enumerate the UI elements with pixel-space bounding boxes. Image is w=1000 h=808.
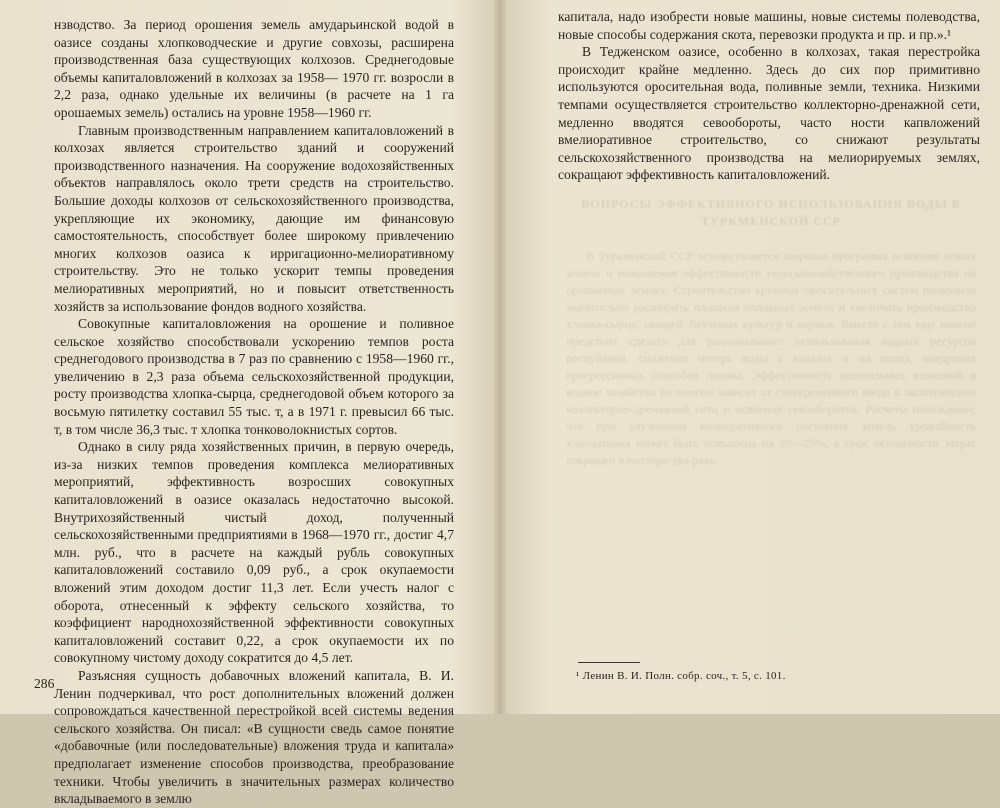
left-page-text bbox=[54, 16, 454, 808]
paragraph: Однако в силу ряда хозяйственных причин, в первую очередь, из-за низких темпов проведения комплекса мелиоративных мероприятий, эффективность возросших совокупных капиталовложений в оазисе оказалась недостаточно высокой. Внутрихозяйственный чистый доход, полученный сельскохозяйственными предприятиями в 1968—1970 гг., достиг 4,7 млн. руб., что в расчете на каждый рубль совокупных капиталовложений составило 0,09 руб., а срок окупаемости вложений этим доходом достиг 11,3 лет. Если учесть налог с оборота, отнесенный к эффекту сельского хозяйства, то коэффициент народнохозяйственной эффективности совокупных капиталовложений составит 0,22, а срок окупаемости их по совокупному чистому доходу сократится до 4,5 лет. bbox=[54, 439, 454, 666]
paragraph: Главным производственным направлением капиталовложений в колхозах является строительство зданий и сооружений производственного назначения. На сооружение водохозяйственных объектов направлялось около трети средств на строительство. Большие доходы колхозов от сельскохозяйственного производства, укрепляющие их экономику, дающие им финансовую самостоятельность, способствует более широкому привлечению многих колхозов оазиса к ирригационно-мелиоративному строительству. Это не только ускорит темпы проведения мелиоративных мероприятий, но и повысит ответственность хозяйств за использование фондов водного хозяйства. bbox=[54, 122, 454, 314]
paragraph: нзводство. За период орошения земель амударьинской водой в оазисе созданы хлопководческие и другие совхозы, расширена производственная база существующих колхозов. Среднегодовые объемы капиталовложений в колхозах за 1958— 1970 гг. возросли в 2,2 раза, однако удельные их величины (в расчете на 1 га орошаемых земель) остались на уровне 1958—1960 гг. bbox=[54, 17, 454, 120]
paragraph: Совокупные капиталовложения на орошение и поливное сельское хозяйство способствовали ускорению темпов роста среднегодового производства в 7 раз по сравнению с 1958—1960 гг., увеличению в 2,3 раза объема сельскохозяйственной продукции, росту производства хлопка-сырца, среднегодовой объем которого за восьмую пятилетку составил 55 тыс. т, а в 1971 г. превысил 66 тыс. т, в том числе 36,3 тыс. т хлопка тонковолокнистых сортов. bbox=[54, 316, 454, 437]
book-gutter bbox=[494, 0, 506, 714]
right-page bbox=[506, 0, 1000, 714]
bleed-through-heading: ВОПРОСЫ ЭФФЕКТИВНОГО ИСПОЛЬЗОВАНИЯ ВОДЫ В ТУРКМЕНСКОЙ ССР bbox=[581, 197, 961, 228]
left-page bbox=[0, 0, 494, 807]
footnote: ¹ Ленин В. И. Полн. собр. соч., т. 5, с. 101. bbox=[576, 670, 786, 682]
bleed-through-paragraph: В Туркменской ССР осуществляется широкая программа освоения новых земель и повышения эффективности сельскохозяйственного производства на орошаемых землях. Строительство крупных оросительных систем позволило значительно расширить площади поливных земель и увеличить производство хлопка-сырца, овощей, бахчевых культур и кормов. Вместе с тем еще многое предстоит сделать для рационального использования водных ресурсов республики, снижения потерь воды в каналах и на полях, внедрения прогрессивных способов полива. Эффективность капитальных вложений в водное хозяйство во многом зависит от своевременного ввода в эксплуатацию коллекторно-дренажной сети и освоения севооборотов. Расчеты показывают, что при улучшении мелиоративного состояния земель урожайность хлопчатника может быть повышена на 20—25%, а срок окупаемости затрат сокращен в полтора-два раза. bbox=[566, 249, 976, 467]
paragraph: Разъясняя сущность добавочных вложений капитала, В. И. Ленин подчеркивал, что рост дополнительных вложений должен сопровождаться качественной перестройкой всей системы ведения сельского хозяйства. Он писал: «В сущности сведь самое понятие «добавочные (или последовательные) вложения труда и капитала» предполагает изменение способов производства, преобразование техники. Чтобы увеличить в значительных размерах количество вкладываемого в землю bbox=[54, 667, 454, 807]
footnote-rule bbox=[578, 662, 640, 663]
paragraph: капитала, надо изобрести новые машины, новые системы полеводства, новые способы содержания скота, перевозки продукта и пр. и пр.».¹ bbox=[558, 9, 980, 42]
paragraph: В Тедженском оазисе, особенно в колхозах, такая перестройка происходит крайне медленно. Здесь до сих пор примитивно используются оросительная вода, поливные земли, техника. Низкими темпами осуществляется строительство коллекторно-дренажной сети, медленно вводятся севообороты, часто ности капвложений вмелиоративное строительство, со снижают результаты сельскохозяйственного производства на мелиорируемых землях, сокращают эффективность капиталовложений. bbox=[558, 44, 980, 183]
page-number: 286 bbox=[34, 676, 55, 691]
right-page-text bbox=[558, 8, 980, 184]
bleed-through-text bbox=[566, 196, 976, 469]
